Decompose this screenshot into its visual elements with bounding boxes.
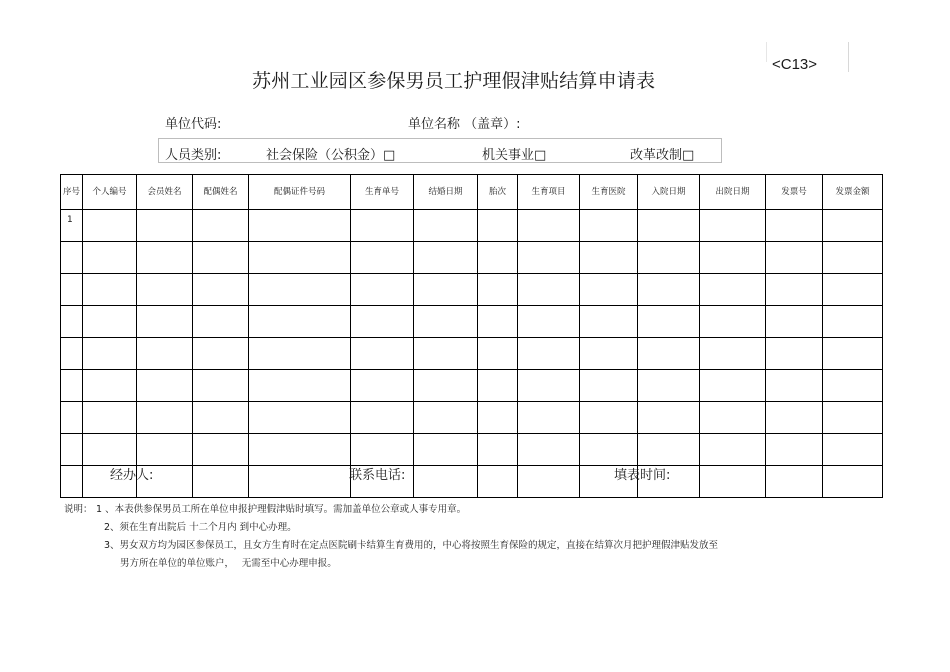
table-cell[interactable] bbox=[478, 338, 518, 370]
table-cell[interactable] bbox=[137, 210, 193, 242]
table-cell[interactable] bbox=[580, 210, 638, 242]
table-cell[interactable] bbox=[351, 370, 414, 402]
row-seq-cell bbox=[61, 242, 83, 274]
category-option-social-insurance[interactable]: 社会保险（公积金）□ bbox=[266, 148, 396, 163]
table-cell[interactable] bbox=[823, 434, 883, 466]
table-cell[interactable] bbox=[193, 242, 249, 274]
table-cell[interactable] bbox=[414, 210, 478, 242]
table-cell[interactable] bbox=[478, 466, 518, 498]
table-cell[interactable] bbox=[766, 466, 823, 498]
table-cell[interactable] bbox=[518, 370, 580, 402]
col-header-invoice-amount: 发票金额 bbox=[823, 175, 883, 210]
table-cell[interactable] bbox=[638, 338, 700, 370]
table-cell[interactable] bbox=[700, 306, 766, 338]
table-cell[interactable] bbox=[249, 338, 351, 370]
table-row bbox=[61, 370, 883, 402]
table-row bbox=[61, 210, 883, 242]
table-cell[interactable] bbox=[478, 274, 518, 306]
table-cell[interactable] bbox=[638, 242, 700, 274]
table-cell[interactable] bbox=[249, 274, 351, 306]
table-cell[interactable] bbox=[823, 242, 883, 274]
row-seq-cell bbox=[61, 402, 83, 434]
table-cell[interactable] bbox=[518, 210, 580, 242]
table-cell[interactable] bbox=[700, 370, 766, 402]
table-cell[interactable] bbox=[700, 210, 766, 242]
table-cell[interactable] bbox=[414, 242, 478, 274]
table-cell[interactable] bbox=[193, 370, 249, 402]
table-cell[interactable] bbox=[766, 338, 823, 370]
table-cell[interactable] bbox=[83, 402, 137, 434]
table-cell[interactable] bbox=[700, 402, 766, 434]
table-cell[interactable] bbox=[700, 434, 766, 466]
row-seq-cell bbox=[61, 370, 83, 402]
corner-rule bbox=[766, 42, 767, 62]
table-cell[interactable] bbox=[823, 274, 883, 306]
table-cell[interactable] bbox=[351, 274, 414, 306]
unit-code-label: 单位代码: bbox=[165, 117, 222, 132]
col-header-admission-date: 入院日期 bbox=[638, 175, 700, 210]
settlement-table bbox=[60, 174, 883, 498]
category-label: 人员类别: bbox=[165, 148, 222, 163]
table-cell[interactable] bbox=[700, 274, 766, 306]
table-cell[interactable] bbox=[137, 242, 193, 274]
table-cell[interactable] bbox=[83, 338, 137, 370]
table-cell[interactable] bbox=[580, 306, 638, 338]
table-cell[interactable] bbox=[478, 210, 518, 242]
table-cell[interactable] bbox=[249, 402, 351, 434]
page-title: 苏州工业园区参保男员工护理假津贴结算申请表 bbox=[252, 70, 656, 92]
table-cell[interactable] bbox=[638, 402, 700, 434]
table-cell[interactable] bbox=[823, 466, 883, 498]
row-seq-cell bbox=[61, 338, 83, 370]
table-cell[interactable] bbox=[414, 402, 478, 434]
unit-name-label: 单位名称 （盖章）: bbox=[408, 117, 521, 132]
table-cell[interactable] bbox=[351, 402, 414, 434]
row-seq-cell: 1 bbox=[61, 210, 83, 242]
table-cell[interactable] bbox=[249, 210, 351, 242]
table-cell[interactable] bbox=[823, 210, 883, 242]
table-cell[interactable] bbox=[193, 210, 249, 242]
table-cell[interactable] bbox=[414, 338, 478, 370]
col-header-personal-id: 个人编号 bbox=[83, 175, 137, 210]
table-cell[interactable] bbox=[700, 466, 766, 498]
table-cell[interactable] bbox=[351, 242, 414, 274]
col-header-marriage-date: 结婚日期 bbox=[414, 175, 478, 210]
table-cell[interactable] bbox=[518, 242, 580, 274]
col-header-invoice-no: 发票号 bbox=[766, 175, 823, 210]
table-cell[interactable] bbox=[478, 402, 518, 434]
table-cell[interactable] bbox=[249, 434, 351, 466]
table-row bbox=[61, 338, 883, 370]
table-cell[interactable] bbox=[83, 434, 137, 466]
table-cell[interactable] bbox=[518, 434, 580, 466]
fill-date-label: 填表时间: bbox=[614, 468, 671, 483]
table-cell[interactable] bbox=[137, 370, 193, 402]
table-cell[interactable] bbox=[137, 402, 193, 434]
table-cell[interactable] bbox=[193, 434, 249, 466]
row-seq-cell bbox=[61, 434, 83, 466]
corner-rule bbox=[848, 42, 849, 72]
table-cell[interactable] bbox=[137, 338, 193, 370]
table-cell[interactable] bbox=[766, 402, 823, 434]
table-cell[interactable] bbox=[83, 306, 137, 338]
table-cell[interactable] bbox=[137, 274, 193, 306]
table-cell[interactable] bbox=[249, 370, 351, 402]
table-cell[interactable] bbox=[193, 338, 249, 370]
table-row bbox=[61, 306, 883, 338]
table-cell[interactable] bbox=[351, 434, 414, 466]
table-row bbox=[61, 242, 883, 274]
table-cell[interactable] bbox=[638, 274, 700, 306]
table-cell[interactable] bbox=[478, 370, 518, 402]
col-header-birth-hospital: 生育医院 bbox=[580, 175, 638, 210]
table-cell[interactable] bbox=[193, 466, 249, 498]
table-cell[interactable] bbox=[83, 242, 137, 274]
table-cell[interactable] bbox=[823, 338, 883, 370]
table-cell[interactable] bbox=[478, 242, 518, 274]
table-cell[interactable] bbox=[580, 274, 638, 306]
table-cell[interactable] bbox=[518, 306, 580, 338]
handler-label: 经办人: bbox=[110, 468, 154, 483]
table-cell[interactable] bbox=[249, 466, 351, 498]
col-header-seq: 序号 bbox=[61, 175, 83, 210]
table-cell[interactable] bbox=[580, 370, 638, 402]
table-cell[interactable] bbox=[766, 306, 823, 338]
table-cell[interactable] bbox=[193, 402, 249, 434]
table-cell[interactable] bbox=[351, 210, 414, 242]
table-cell[interactable] bbox=[823, 370, 883, 402]
note-item: 2、须在生育出院后 十二个月内 到中心办理。 bbox=[104, 522, 297, 533]
table-cell[interactable] bbox=[193, 274, 249, 306]
table-cell[interactable] bbox=[638, 434, 700, 466]
table-cell[interactable] bbox=[414, 434, 478, 466]
table-cell[interactable] bbox=[351, 306, 414, 338]
table-cell[interactable] bbox=[249, 306, 351, 338]
table-cell[interactable] bbox=[518, 466, 580, 498]
col-header-member-name: 会员姓名 bbox=[137, 175, 193, 210]
table-cell[interactable] bbox=[766, 434, 823, 466]
table-cell[interactable] bbox=[83, 370, 137, 402]
table-cell[interactable] bbox=[137, 434, 193, 466]
table-cell[interactable] bbox=[518, 402, 580, 434]
col-header-discharge-date: 出院日期 bbox=[700, 175, 766, 210]
col-header-spouse-name: 配偶姓名 bbox=[193, 175, 249, 210]
table-cell[interactable] bbox=[414, 370, 478, 402]
table-row bbox=[61, 434, 883, 466]
row-seq-cell bbox=[61, 274, 83, 306]
row-seq-cell bbox=[61, 466, 83, 498]
table-cell[interactable] bbox=[478, 306, 518, 338]
table-cell[interactable] bbox=[638, 210, 700, 242]
table-cell[interactable] bbox=[518, 338, 580, 370]
row-seq-cell bbox=[61, 306, 83, 338]
col-header-birth-record-no: 生育单号 bbox=[351, 175, 414, 210]
phone-label: 联系电话: bbox=[349, 468, 406, 483]
table-cell[interactable] bbox=[638, 370, 700, 402]
table-cell[interactable] bbox=[83, 274, 137, 306]
table-cell[interactable] bbox=[351, 338, 414, 370]
col-header-parity: 胎次 bbox=[478, 175, 518, 210]
table-row bbox=[61, 402, 883, 434]
table-cell[interactable] bbox=[823, 402, 883, 434]
table-cell[interactable] bbox=[580, 402, 638, 434]
table-cell[interactable] bbox=[766, 210, 823, 242]
table-cell[interactable] bbox=[700, 242, 766, 274]
table-cell[interactable] bbox=[414, 466, 478, 498]
table-cell[interactable] bbox=[700, 338, 766, 370]
table-cell[interactable] bbox=[478, 434, 518, 466]
table-header-row bbox=[61, 175, 883, 210]
table-cell[interactable] bbox=[580, 338, 638, 370]
table-cell[interactable] bbox=[580, 434, 638, 466]
table-cell[interactable] bbox=[414, 274, 478, 306]
col-header-spouse-id: 配偶证件号码 bbox=[249, 175, 351, 210]
form-code: <C13> bbox=[772, 56, 818, 73]
table-cell[interactable] bbox=[249, 242, 351, 274]
table-cell[interactable] bbox=[823, 306, 883, 338]
table-cell[interactable] bbox=[580, 242, 638, 274]
table-cell[interactable] bbox=[414, 306, 478, 338]
note-item-continued: 男方所在单位的单位账户， 无需至中心办理申报。 bbox=[120, 558, 337, 569]
table-cell[interactable] bbox=[193, 306, 249, 338]
table-row bbox=[61, 274, 883, 306]
table-cell[interactable] bbox=[638, 306, 700, 338]
category-option-reform[interactable]: 改革改制□ bbox=[630, 148, 695, 163]
category-option-government[interactable]: 机关事业□ bbox=[482, 148, 547, 163]
table-cell[interactable] bbox=[83, 210, 137, 242]
table-cell[interactable] bbox=[137, 306, 193, 338]
note-item: 1 、本表供参保男员工所在单位申报护理假津贴时填写。需加盖单位公章或人事专用章。 bbox=[96, 504, 467, 515]
table-row bbox=[61, 466, 883, 498]
table-cell[interactable] bbox=[518, 274, 580, 306]
notes-label: 说明： bbox=[64, 504, 93, 515]
table-cell[interactable] bbox=[766, 242, 823, 274]
col-header-birth-item: 生育项目 bbox=[518, 175, 580, 210]
table-cell[interactable] bbox=[766, 274, 823, 306]
note-item: 3、男女双方均为园区参保员工，且女方生育时在定点医院刷卡结算生育费用的，中心将按照生育保险的规定，直接在结算次月把护理假津贴发放至 bbox=[104, 540, 719, 551]
table-cell[interactable] bbox=[766, 370, 823, 402]
